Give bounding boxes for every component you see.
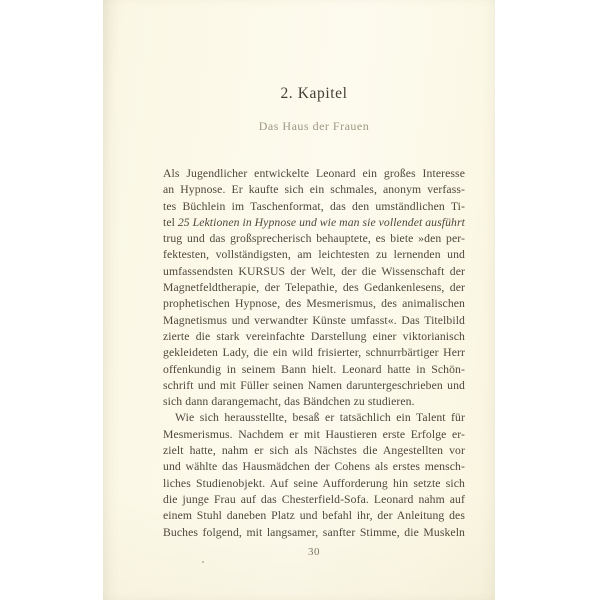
text-segment: offenkundig in seinem Bann hielt. Leonard hatte in Schön- <box>163 362 465 376</box>
text-line <box>163 280 465 296</box>
chapter-subtitle: Das Haus der Frauen <box>258 119 370 133</box>
text-segment: tes Büchlein im Taschenformat, das den umständlichen Ti- <box>163 199 465 213</box>
text-line <box>163 199 465 215</box>
text-line <box>163 329 465 345</box>
text-line <box>163 182 465 198</box>
text-line <box>163 459 465 475</box>
page-number: 30 <box>308 546 320 558</box>
text-line <box>163 492 465 508</box>
text-segment: einem Stuhl daneben Platz und befahl ihr, der Anleitung des <box>163 509 465 523</box>
text-segment: Wie sich herausstellte, besaß er tatsächlich ein Talent für <box>175 411 465 425</box>
text-line <box>163 362 465 378</box>
text-segment: Magnetfeldtherapie, der Telepathie, des Gedankenlesens, der <box>163 281 465 295</box>
text-segment: gekleideten Lady, die ein wild frisierter, schnurrbärtiger Herr <box>163 346 465 360</box>
chapter-heading: 2. Kapitel <box>280 85 348 102</box>
text-line <box>163 296 465 312</box>
text-segment: sich dann darangemacht, das Bändchen zu studieren. <box>163 395 415 409</box>
italic-text-segment: 25 Lektionen in Hypnose und wie man sie vollendet ausführt <box>177 215 465 229</box>
text-column <box>163 0 465 600</box>
text-line <box>163 410 465 426</box>
text-segment: Buches folgend, mit langsamer, sanfter Stimme, die Muskeln <box>163 525 465 539</box>
text-line <box>163 247 465 263</box>
text-segment: trug und das großsprecherisch behauptete, es biete »den per- <box>163 232 465 246</box>
text-line <box>163 264 465 280</box>
body-text <box>163 166 465 541</box>
text-line <box>163 215 465 231</box>
book-page <box>103 0 495 600</box>
text-segment: schrift und mit Füller seinen Namen daruntergeschrieben und <box>163 378 465 392</box>
text-line <box>163 443 465 459</box>
text-line <box>163 313 465 329</box>
text-segment: Magnetismus und verwandter Künste umfasst«. Das Titelbild <box>163 313 465 327</box>
text-segment: umfassendsten KURSUS der Welt, der die Wissenschaft der <box>163 264 465 278</box>
text-line <box>163 476 465 492</box>
text-segment: zierte die stark vereinfachte Darstellung einer viktorianisch <box>163 329 465 343</box>
text-line <box>163 166 465 182</box>
text-segment: fektesten, vollständigsten, am leichtesten zu lernenden und <box>163 248 465 262</box>
text-segment: prophetischen Hypnose, des Mesmerismus, des animalischen <box>163 297 465 311</box>
text-line <box>163 427 465 443</box>
text-segment: zielt hatte, nahm er sich als Nächstes die Angestellten vor <box>163 444 465 458</box>
text-segment: liches Studienobjekt. Auf seine Aufforderung hin setzte sich <box>163 476 465 490</box>
text-line <box>163 525 465 541</box>
dust-speck <box>202 561 204 563</box>
text-line <box>163 345 465 361</box>
text-line <box>163 378 465 394</box>
text-segment: Als Jugendlicher entwickelte Leonard ein großes Interesse <box>163 167 465 180</box>
text-segment: die junge Frau auf das Chesterfield-Sofa. Leonard nahm auf <box>163 492 465 506</box>
text-line <box>163 231 465 247</box>
text-segment: an Hypnose. Er kaufte sich ein schmales, anonym verfass- <box>163 183 465 197</box>
text-line <box>163 508 465 524</box>
text-segment: und wählte das Hausmädchen der Cohens als erstes mensch- <box>163 460 465 474</box>
text-segment: tel <box>163 215 178 229</box>
text-segment: Mesmerismus. Nachdem er mit Haustieren erste Erfolge er- <box>163 427 465 441</box>
text-line <box>163 394 465 410</box>
